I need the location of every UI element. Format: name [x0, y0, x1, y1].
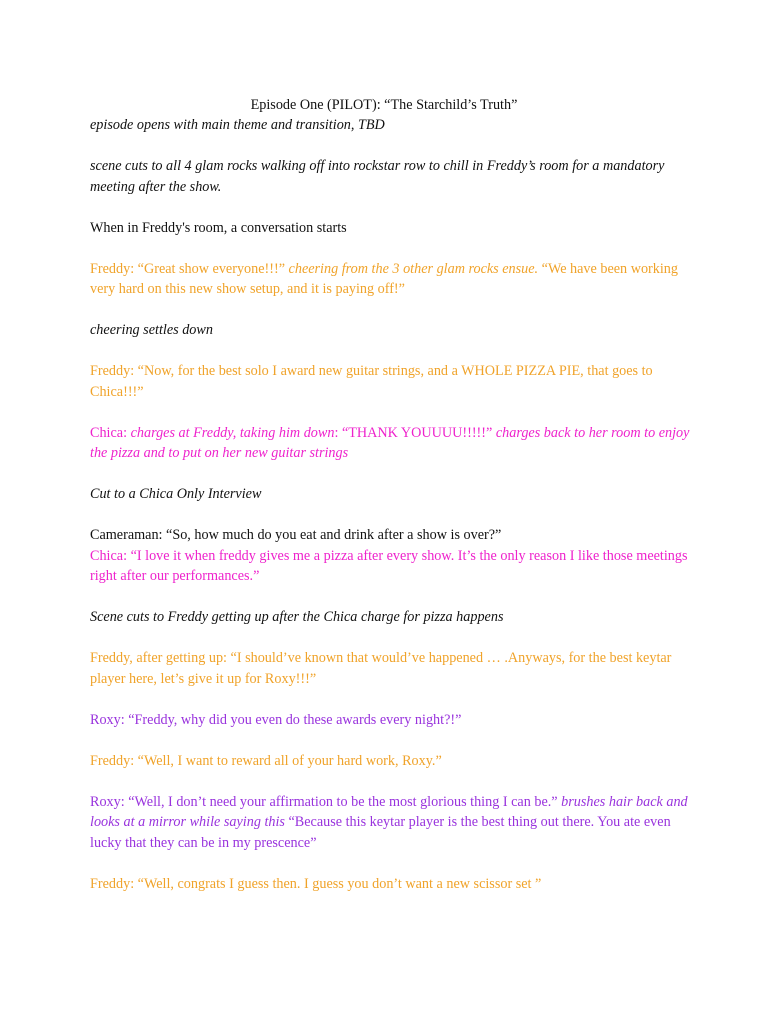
- stage-direction-cheering: cheering settles down: [90, 322, 213, 338]
- chica-stage-direction: charges at Freddy, taking him down: [130, 424, 335, 441]
- roxy-dialogue: Roxy: “Well, I don’t need your affirmation to be the most glorious thing I can be.”: [90, 793, 562, 810]
- roxy-line-why: Roxy: “Freddy, why did you even do these awards every night?!”: [90, 711, 462, 728]
- episode-title: Episode One (PILOT): “The Starchild’s Truth”: [250, 97, 518, 113]
- roxy-dialogue-cont: “Because this keytar player is the best thing out there. You ate even lucky that they can be in my prescence”: [90, 814, 671, 851]
- narration-conversation-start: When in Freddy's room, a conversation starts: [90, 219, 347, 236]
- freddy-line-best-solo: Freddy: “Now, for the best solo I award new guitar strings, and a WHOLE PIZZA PIE, that goes to Chica!!!”: [90, 363, 653, 400]
- cameraman-line: Cameraman: “So, how much do you eat and drink after a show is over?”: [90, 527, 502, 543]
- chica-line-thank-you: [90, 423, 690, 464]
- freddy-line-reward: Freddy: “Well, I want to reward all of your hard work, Roxy.”: [90, 752, 442, 769]
- chica-line-interview: Chica: “I love it when freddy gives me a pizza after every show. It’s the only reason I like those meetings right after our performances.”: [90, 547, 688, 584]
- chica-stage-direction-cont: charges back to her room to enjoy the pizza and to put on her new guitar strings: [90, 424, 690, 461]
- freddy-line-keytar: Freddy, after getting up: “I should’ve known that would’ve happened … .Anyways, for the best keytar player here, let’s give it up for Roxy!!!”: [90, 650, 672, 687]
- roxy-stage-direction: brushes hair back and looks at a mirror while saying this: [90, 793, 688, 830]
- stage-direction-opening: episode opens with main theme and transition, TBD: [90, 117, 385, 133]
- stage-direction-scene-cut: scene cuts to all 4 glam rocks walking off into rockstar row to chill in Freddy’s room for a mandatory meeting after the show.: [90, 158, 665, 195]
- chica-speaker: Chica:: [90, 424, 131, 441]
- stage-direction-freddy-up: Scene cuts to Freddy getting up after the Chica charge for pizza happens: [90, 609, 504, 625]
- freddy-line-great-show: [90, 259, 690, 300]
- script-body: [90, 115, 690, 915]
- freddy-stage-direction: cheering from the 3 other glam rocks ensue.: [288, 260, 539, 277]
- roxy-line-affirmation: [90, 792, 690, 854]
- freddy-dialogue: Freddy: “Great show everyone!!!”: [90, 260, 289, 277]
- freddy-line-scissor: Freddy: “Well, congrats I guess then. I guess you don’t want a new scissor set ”: [90, 875, 542, 892]
- freddy-dialogue-cont: “We have been working very hard on this new show setup, and it is paying off!”: [90, 260, 678, 297]
- chica-dialogue: : “THANK YOUUUU!!!!!”: [334, 424, 496, 441]
- stage-direction-interview: Cut to a Chica Only Interview: [90, 486, 262, 502]
